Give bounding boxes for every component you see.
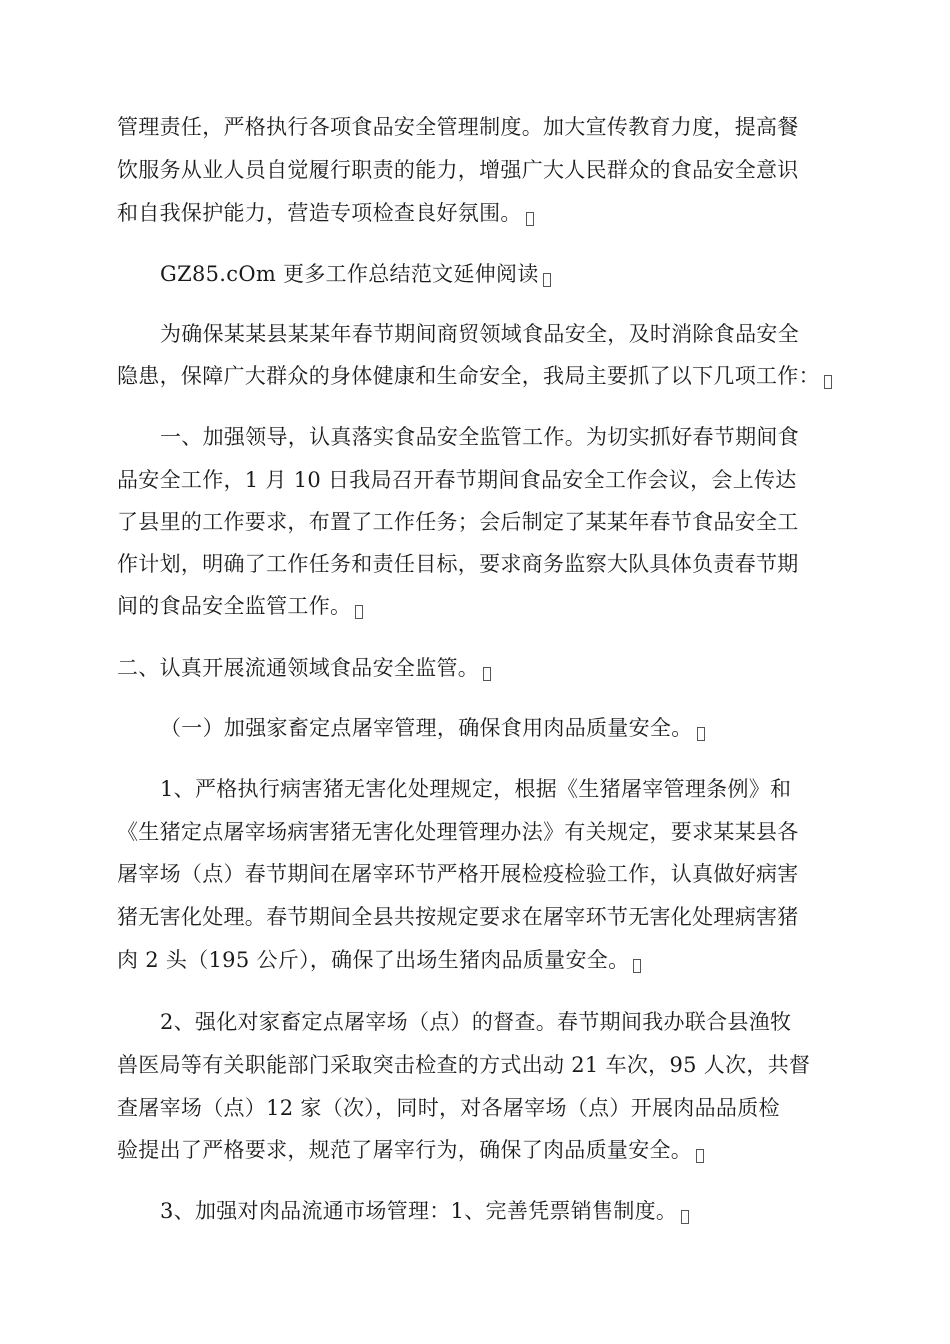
- paragraph-mark-icon: [681, 1210, 689, 1224]
- text-line: 了县里的工作要求，布置了工作任务；会后制定了某某年春节食品安全工: [117, 510, 799, 534]
- text-line: 饮服务从业人员自觉履行职责的能力，增强广大人民群众的食品安全意识: [117, 158, 799, 182]
- text-line: 2、强化对家畜定点屠宰场（点）的督查。春节期间我办联合县渔牧: [160, 1010, 792, 1034]
- text-line: （一）加强家畜定点屠宰管理，确保食用肉品质量安全。: [160, 713, 705, 743]
- text-line: 验提出了严格要求，规范了屠宰行为，确保了肉品质量安全。: [117, 1135, 704, 1165]
- text-line: 肉 2 头（195 公斤），确保了出场生猪肉品质量安全。: [117, 945, 641, 975]
- paragraph-mark-icon: [526, 212, 534, 226]
- paragraph-mark-icon: [696, 1149, 704, 1163]
- text-line: 间的食品安全监管工作。: [117, 591, 363, 621]
- text-line: 3、加强对肉品流通市场管理：1、完善凭票销售制度。: [160, 1196, 689, 1226]
- paragraph-mark-icon: [824, 375, 832, 389]
- text-line: 查屠宰场（点）12 家（次），同时，对各屠宰场（点）开展肉品品质检: [117, 1096, 780, 1120]
- paragraph-mark-icon: [483, 667, 491, 681]
- text-line: 屠宰场（点）春节期间在屠宰环节严格开展检疫检验工作，认真做好病害: [117, 862, 799, 886]
- text-line: 兽医局等有关职能部门采取突击检查的方式出动 21 车次，95 人次，共督: [117, 1053, 811, 1077]
- text-line: 管理责任，严格执行各项食品安全管理制度。加大宣传教育力度，提高餐: [117, 115, 799, 139]
- paragraph-mark-icon: [543, 273, 551, 287]
- text-line: 一、加强领导，认真落实食品安全监管工作。为切实抓好春节期间食: [160, 425, 799, 449]
- text-line: 二、认真开展流通领域食品安全监管。: [117, 653, 491, 683]
- text-line: GZ85.cOm 更多工作总结范文延伸阅读: [160, 259, 551, 289]
- text-line: 为确保某某县某某年春节期间商贸领域食品安全，及时消除食品安全: [160, 322, 799, 346]
- paragraph-mark-icon: [355, 605, 363, 619]
- text-line: 品安全工作，1 月 10 日我局召开春节期间食品安全工作会议，会上传达: [117, 468, 797, 492]
- text-line: 隐患，保障广大群众的身体健康和生命安全，我局主要抓了以下几项工作：: [117, 361, 832, 391]
- text-line: 和自我保护能力，营造专项检查良好氛围。: [117, 198, 534, 228]
- text-line: 《生猪定点屠宰场病害猪无害化处理管理办法》有关规定，要求某某县各: [117, 820, 799, 844]
- paragraph-mark-icon: [697, 727, 705, 741]
- text-line: 作计划，明确了工作任务和责任目标，要求商务监察大队具体负责春节期: [117, 552, 799, 576]
- paragraph-mark-icon: [633, 959, 641, 973]
- text-line: 猪无害化处理。春节期间全县共按规定要求在屠宰环节无害化处理病害猪: [117, 905, 799, 929]
- text-line: 1、严格执行病害猪无害化处理规定，根据《生猪屠宰管理条例》和: [160, 777, 792, 801]
